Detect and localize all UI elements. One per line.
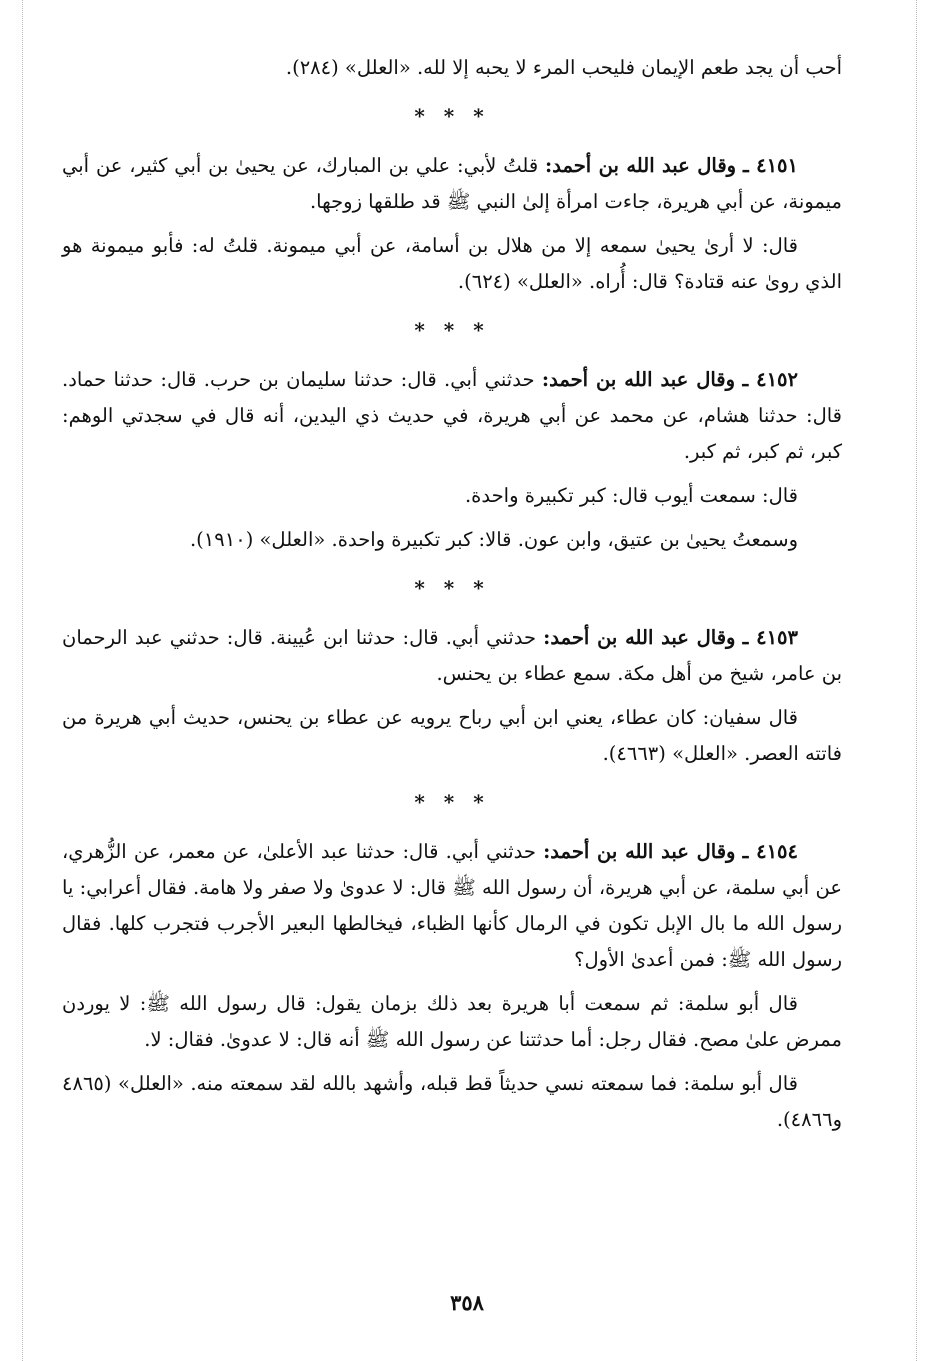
entry-paragraph: قال أبو سلمة: ثم سمعت أبا هريرة بعد ذلك بزمان يقول: قال رسول الله ﷺ: لا يوردن ممرض علىٰ مصح. فقال رجل: أما حدثتنا عن رسول الله ﷺ أنه قال: لا عدوىٰ. فقال: لا. bbox=[62, 992, 842, 1051]
entry-text: حدثني أبي. قال: حدثنا ابن عُيينة. قال: حدثني عبد الرحمان بن عامر، شيخ من أهل مكة. سمع عطاء بن يحنس. bbox=[62, 626, 842, 685]
entry-paragraph: وسمعتُ يحيىٰ بن عتيق، وابن عون. قالا: كبر تكبيرة واحدة. «العلل» (١٩١٠). bbox=[189, 528, 798, 551]
entry-text: حدثني أبي. قال: حدثنا سليمان بن حرب. قال: حدثنا حماد. قال: حدثنا هشام، عن محمد عن أبي هريرة، في حديث ذي اليدين، أنه قال في سجدتي الوهم: كبر، ثم كبر، ثم كبر. bbox=[62, 368, 842, 463]
entry-main-paragraph bbox=[62, 620, 842, 692]
entry-paragraph: قال: لا أرىٰ يحيىٰ سمعه إلا من هلال بن أسامة، عن أبي ميمونة. قلتُ له: فأبو ميمونة هو الذي روىٰ عنه قتادة؟ قال: أُراه. «العلل» (٦٢٤). bbox=[62, 234, 842, 293]
entry-paragraph: قال سفيان: كان عطاء، يعني ابن أبي رباح يرويه عن عطاء بن يحنس، حديث أبي هريرة من فاتته العصر. «العلل» (٤٦٦٣). bbox=[62, 706, 842, 765]
entry-heading: وقال عبد الله بن أحمد: bbox=[543, 840, 736, 863]
entry-paragraph: قال أبو سلمة: فما سمعته نسي حديثاً قط قبله، وأشهد بالله لقد سمعته منه. «العلل» (٤٨٦٥ و٤٨٦٦). bbox=[62, 1072, 842, 1131]
entry-4151 bbox=[62, 148, 842, 300]
book-page bbox=[62, 50, 842, 1361]
right-margin-dotted-line bbox=[916, 0, 917, 1361]
entry-number: ٤١٥٤ ـ bbox=[742, 840, 798, 863]
entry-main-paragraph bbox=[62, 148, 842, 220]
entry-4152 bbox=[62, 362, 842, 558]
page-number: ٣٥٨ bbox=[450, 1290, 484, 1315]
section-separator: * * * bbox=[414, 576, 490, 600]
lead-paragraph: أحب أن يجد طعم الإيمان فليحب المرء لا يحبه إلا لله. «العلل» (٢٨٤). bbox=[285, 56, 842, 79]
entry-heading: وقال عبد الله بن أحمد: bbox=[545, 154, 737, 177]
entry-heading: وقال عبد الله بن أحمد: bbox=[541, 368, 736, 391]
entry-number: ٤١٥٣ ـ bbox=[742, 626, 798, 649]
entry-number: ٤١٥٢ ـ bbox=[742, 368, 799, 391]
entry-number: ٤١٥١ ـ bbox=[742, 154, 799, 177]
left-margin-dotted-line bbox=[22, 0, 23, 1361]
entry-main-paragraph bbox=[62, 834, 842, 978]
entry-paragraph: قال: سمعت أيوب قال: كبر تكبيرة واحدة. bbox=[464, 484, 798, 507]
section-separator: * * * bbox=[414, 790, 490, 814]
entry-4153 bbox=[62, 620, 842, 772]
section-separator: * * * bbox=[414, 104, 490, 128]
entry-heading: وقال عبد الله بن أحمد: bbox=[543, 626, 736, 649]
entry-text: حدثني أبي. قال: حدثنا عبد الأعلىٰ، عن معمر، عن الزُّهري، عن أبي سلمة، عن أبي هريرة، أن رسول الله ﷺ قال: لا عدوىٰ ولا صفر ولا هامة. فقال أعرابي: يا رسول الله ما بال الإبل تكون في الرمال كأنها الظباء، فيخالطها البعير الأجرب فتجرب كلها. فقال رسول الله ﷺ: فمن أعدىٰ الأول؟ bbox=[62, 840, 842, 971]
entry-text: قلتُ لأبي: علي بن المبارك، عن يحيىٰ بن أبي كثير، عن أبي ميمونة، عن أبي هريرة، جاءت امرأة إلىٰ النبي ﷺ قد طلقها زوجها. bbox=[62, 154, 842, 213]
section-separator: * * * bbox=[414, 318, 490, 342]
entry-main-paragraph bbox=[62, 362, 842, 470]
entry-4154 bbox=[62, 834, 842, 1138]
